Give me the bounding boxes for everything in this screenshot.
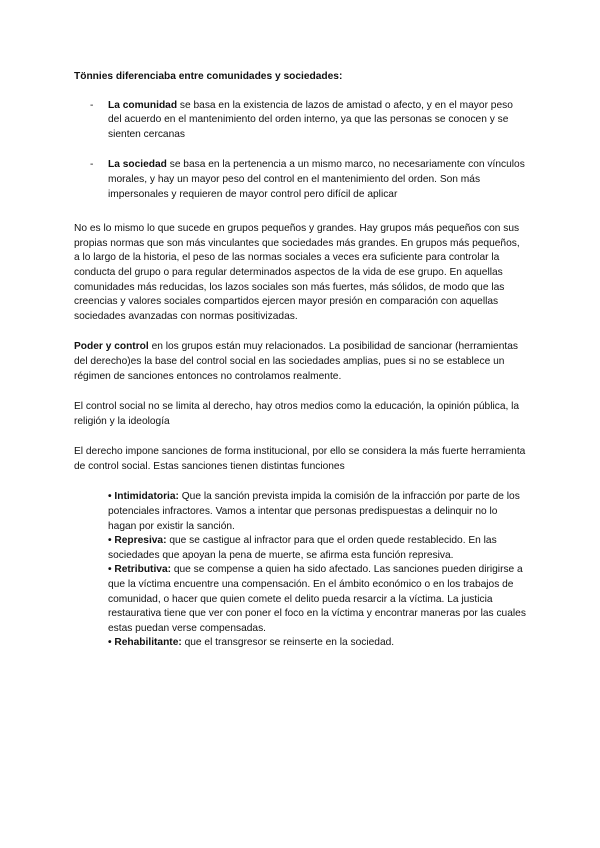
list-item	[108, 534, 526, 563]
paragraph-power	[74, 340, 526, 384]
paragraph-text: en los grupos están muy relacionados. La posibilidad de sancionar (herramientas del derecho)es la base del control social en las sociedades amplias, pues si no se establece un régimen de sanciones entonces no controlamos realmente.	[74, 341, 518, 382]
list-item	[74, 99, 526, 143]
definition: se basa en la existencia de lazos de amistad o afecto, y en el mayor peso del acuerdo en el mantenimiento del orden interno, ya que las personas se conocen y se sienten cercanas	[108, 99, 513, 140]
definition: Que la sanción prevista impida la comisión de la infracción por parte de los potenciales infractores. Vamos a intentar que personas predispuestas a delinquir no lo hagan por existir la sanción.	[108, 491, 520, 532]
document-page	[74, 70, 526, 651]
term: Poder y control	[74, 341, 149, 353]
dash-mark: -	[90, 99, 94, 111]
definition: que el transgresor se reinserte en la sociedad.	[181, 637, 395, 649]
paragraph-control: El control social no se limita al derecho, hay otros medios como la educación, la opinión pública, la religión y la ideología	[74, 401, 520, 427]
dash-list	[74, 99, 526, 203]
dash-mark: -	[90, 159, 94, 171]
term: La sociedad	[108, 159, 167, 171]
term: • Intimidatoria:	[108, 491, 179, 503]
term: La comunidad	[108, 99, 178, 111]
definition: se basa en la pertenencia a un mismo marco, no necesariamente con vínculos morales, y hay un mayor peso del control en el mantenimiento del orden. Son más impersonales y requieren de mayor control pero difícil de aplicar	[108, 159, 525, 200]
definition: que se compense a quien ha sido afectado. Las sanciones pueden dirigirse a que la víctima encuentre una compensación. En el ámbito económico o en los trabajos de comunidad, o hacer que quien comete el delito pueda resarcir a la víctima. La justicia restaurativa tiene que ver con poner el foco en la víctima y encontrar maneras por las cuales estas puedan verse compensadas.	[108, 564, 526, 634]
term: • Retributiva:	[108, 564, 172, 576]
paragraph-groups: No es lo mismo lo que sucede en grupos pequeños y grandes. Hay grupos más pequeños con sus propias normas que son más vinculantes que sociedades más grandes. En grupos más pequeños, a lo largo de la historia, el peso de las normas sociales a veces era suficiente para controlar la conducta del grupo o para regular determinados aspectos de la vida de ese grupo. En aquellas comunidades más reducidas, los lazos sociales son más fuertes, más sólidos, de modo que las creencias y valores sociales compartidos ejercen mayor presión en comparación con aquellas sociedades avanzadas con normas positivizadas.	[74, 223, 520, 322]
list-item	[108, 563, 526, 636]
list-item	[108, 636, 526, 651]
list-item	[74, 158, 526, 202]
functions-list	[74, 490, 526, 651]
definition: que se castigue al infractor para que el orden quede restablecido. En las sociedades que apoyan la pena de muerte, se afirma esta función represiva.	[108, 535, 497, 561]
section-heading: Tönnies diferenciaba entre comunidades y sociedades:	[74, 71, 343, 82]
list-item	[108, 490, 526, 534]
paragraph-sanctions: El derecho impone sanciones de forma institucional, por ello se considera la más fuerte herramienta de control social. Estas sanciones tienen distintas funciones	[74, 446, 526, 472]
term: • Represiva:	[108, 535, 167, 547]
term: • Rehabilitante:	[108, 637, 182, 649]
